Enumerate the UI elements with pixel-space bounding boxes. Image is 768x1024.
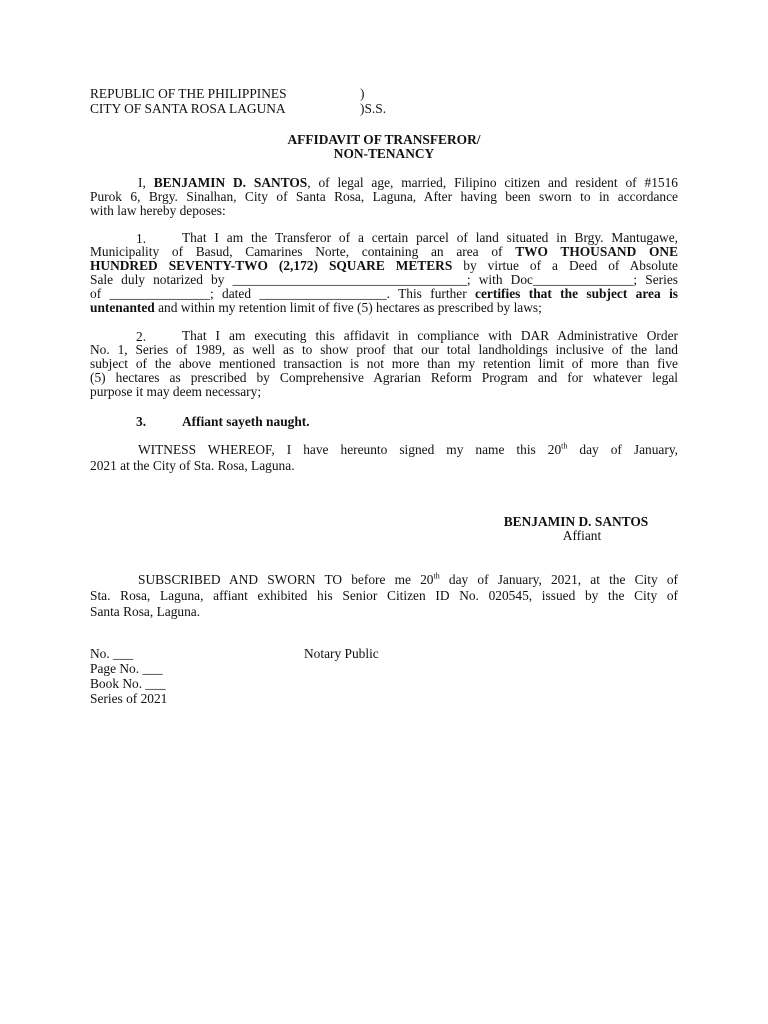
para1-line-2: Municipality of Basud, Camarines Norte, containing an area of TWO THOUSAND ONE (90, 244, 678, 259)
para3-number: 3. (136, 414, 147, 429)
title-line-1: AFFIDAVIT OF TRANSFEROR/ (287, 132, 481, 147)
signatory-role: Affiant (562, 528, 602, 543)
para1-line-1: That I am the Transferor of a certain parcel of land situated in Brgy. Mantugawe, (182, 230, 678, 245)
para1-line-5: of _______________; dated ___________________. This further certifies that the subject area is (90, 286, 678, 301)
venue-city: CITY OF SANTA ROSA LAGUNA (90, 101, 286, 116)
jurat-line-2: Sta. Rosa, Laguna, affiant exhibited his Senior Citizen ID No. 020545, issued by the City of (90, 588, 678, 603)
para1-line-3: HUNDRED SEVENTY-TWO (2,172) SQUARE METERS by virtue of a Deed of Absolute (90, 258, 678, 273)
intro-line-2: Purok 6, Brgy. Sinalhan, City of Santa Rosa, Laguna, After having been sworn to in accordance (90, 189, 678, 204)
para2-line-4: (5) hectares as prescribed by Comprehensive Agrarian Reform Program and for whatever legal (90, 370, 678, 385)
title-line-2: NON-TENANCY (333, 146, 435, 161)
page-number: Page No. ___ (90, 661, 163, 676)
venue-ss: )S.S. (360, 101, 387, 116)
signatory-name: BENJAMIN D. SANTOS (503, 514, 649, 529)
para2-line-5: purpose it may deem necessary; (90, 384, 262, 399)
para1-line-4: Sale duly notarized by ___________________________________; with Doc_______________; Series (90, 272, 678, 287)
witness-line-1: WITNESS WHEREOF, I have hereunto signed my name this 20th day of January, (138, 441, 678, 457)
venue-republic: REPUBLIC OF THE PHILIPPINES (90, 86, 287, 101)
series-year: Series of 2021 (90, 691, 168, 706)
para2-number: 2. (136, 329, 147, 344)
para2-line-2: No. 1, Series of 1989, as well as to show proof that our total landholdings inclusive of the land (90, 342, 678, 357)
jurat-line-1: SUBSCRIBED AND SWORN TO before me 20th day of January, 2021, at the City of (138, 571, 678, 587)
para1-number: 1. (136, 231, 147, 246)
affiant-name: BENJAMIN D. SANTOS (153, 175, 308, 190)
para2-line-1: That I am executing this affidavit in compliance with DAR Administrative Order (182, 328, 678, 343)
para2-line-3: subject of the above mentioned transaction is not more than my retention limit of more than five (90, 356, 678, 371)
venue-paren: ) (360, 86, 365, 101)
intro-line-3: with law hereby deposes: (90, 203, 226, 218)
notary-public-label: Notary Public (304, 646, 379, 661)
jurat-line-3: Santa Rosa, Laguna. (90, 604, 201, 619)
doc-number: No. ___ (90, 646, 134, 661)
para3-text: Affiant sayeth naught. (182, 414, 310, 429)
witness-line-2: 2021 at the City of Sta. Rosa, Laguna. (90, 458, 295, 473)
book-number: Book No. ___ (90, 676, 166, 691)
intro-line-1: I, BENJAMIN D. SANTOS, of legal age, married, Filipino citizen and resident of #1516 (138, 175, 678, 190)
para1-line-6: untenanted and within my retention limit of five (5) hectares as prescribed by laws; (90, 300, 542, 315)
area-description: HUNDRED SEVENTY-TWO (2,172) SQUARE METERS (90, 258, 453, 273)
